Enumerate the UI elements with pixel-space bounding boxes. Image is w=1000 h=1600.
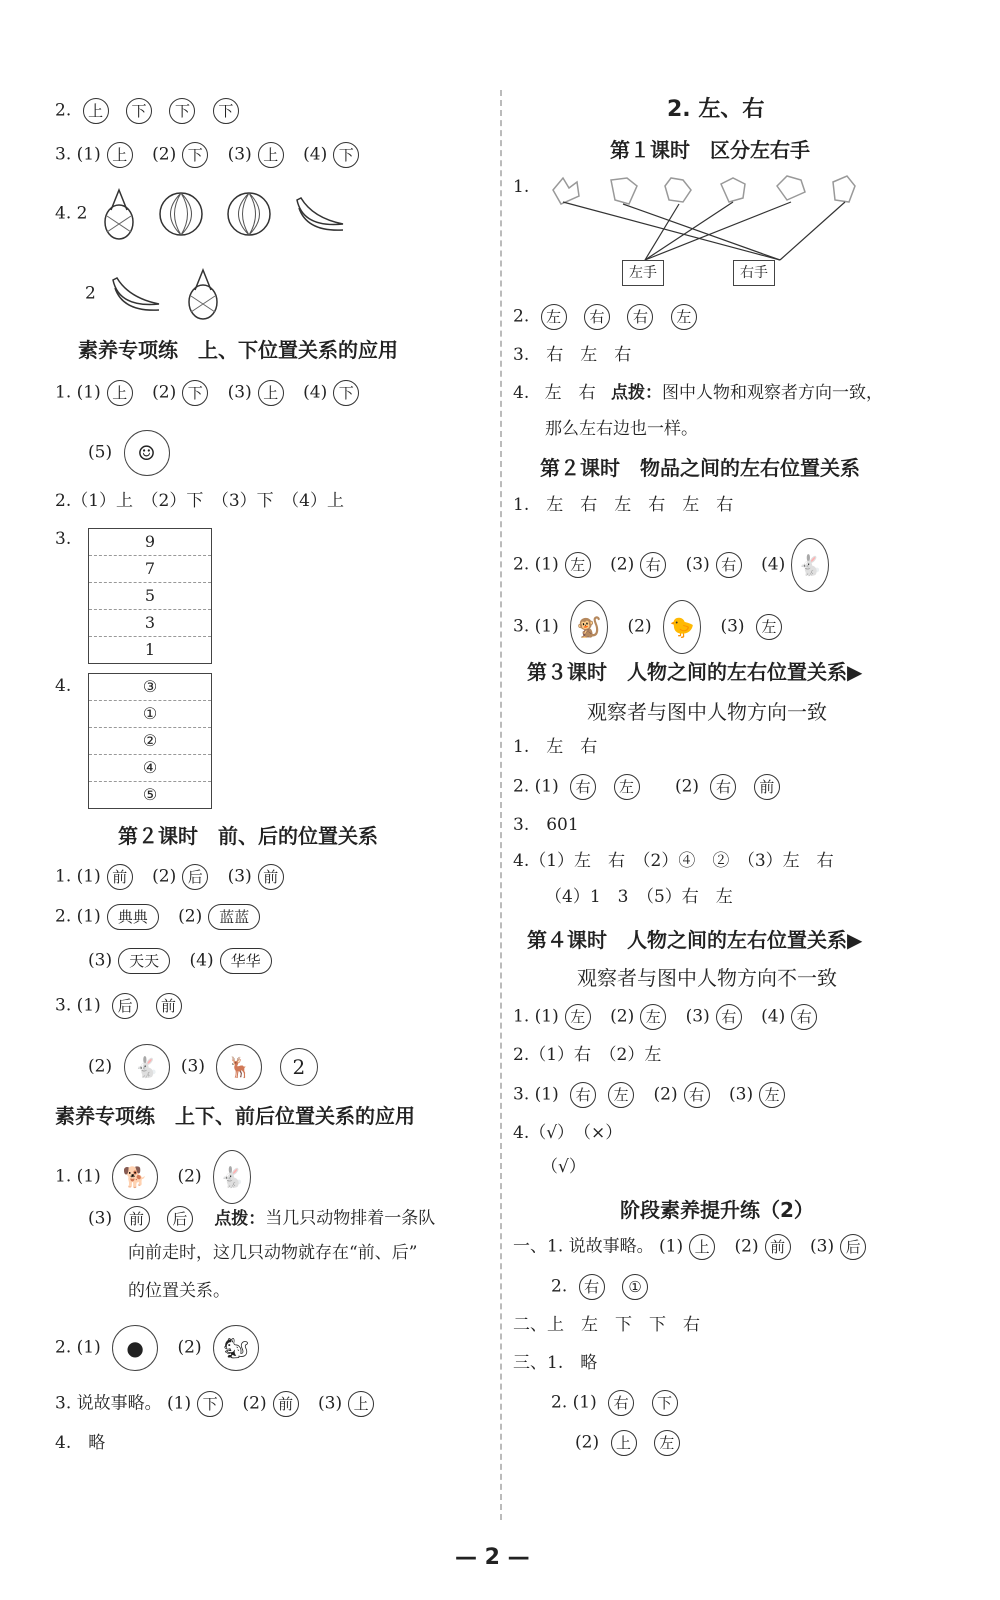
sub-label: (3) (88, 950, 113, 971)
box-cell: 5 (89, 583, 211, 610)
circled-answer: 右 (570, 1082, 596, 1108)
sub-label: (3) (180, 1056, 205, 1077)
answer-line: 1. 左 右 (513, 737, 598, 757)
oval-answer: 典典 (107, 904, 159, 930)
answer-text: 说故事略。 (568, 1236, 654, 1257)
box-cell: 1 (144, 640, 156, 659)
sub-label: (1) (534, 776, 559, 797)
number-box (88, 673, 212, 809)
circled-answer: 右 (627, 304, 653, 330)
answer-line: 三、1. 略 (513, 1353, 598, 1373)
banana-icon (293, 194, 347, 234)
fruit-line (55, 188, 355, 240)
circled-answer: 下 (213, 98, 239, 124)
answer-line (513, 1082, 791, 1108)
sub-label: (3) (227, 144, 252, 165)
answer-line (88, 948, 278, 974)
circled-answer: 下 (197, 1391, 223, 1417)
circled-answer: 上 (611, 1430, 637, 1456)
circled-answer: 下 (126, 98, 152, 124)
circled-answer: 前 (124, 1206, 150, 1232)
unit-title: 2. 左、右 (667, 97, 765, 122)
circled-answer: 下 (182, 380, 208, 406)
item-number: 3. (55, 529, 72, 549)
duck-icon: 🐤 (663, 600, 701, 654)
circled-answer: 上 (107, 142, 133, 168)
answer-line (551, 1274, 654, 1300)
answer-line: 4.（√） （×） (513, 1123, 623, 1143)
sub-label: (2) (242, 1393, 267, 1414)
sub-label: (3) (227, 382, 252, 403)
sub-label: (2) (177, 1337, 202, 1358)
hand-icon (611, 178, 637, 204)
watermelon-icon (226, 191, 272, 237)
answer-line: （√） (541, 1157, 586, 1177)
sub-label: (3) (720, 616, 745, 637)
sub-label: (3) (318, 1393, 343, 1414)
hint-label: 点拨： (611, 383, 663, 403)
sub-label: (2) (152, 144, 177, 165)
circled-answer: 上 (348, 1391, 374, 1417)
answer-line: （4）1 3 （5）右 左 (545, 887, 733, 907)
section-heading: 第２课时 物品之间的左右位置关系 (540, 456, 860, 480)
sub-label: (1) (572, 1392, 597, 1413)
answer-line: 1. 左 右 左 右 左 右 (513, 495, 734, 515)
answer-line (55, 864, 290, 890)
circled-answer: 左 (654, 1430, 680, 1456)
pineapple-icon (101, 188, 137, 240)
sub-label: (3) (685, 1006, 710, 1027)
hand-icon (553, 178, 579, 204)
circled-answer: 后 (182, 864, 208, 890)
column-divider (500, 90, 502, 1520)
answer-line (55, 1150, 257, 1204)
item-number: 2. (513, 554, 530, 575)
sub-label: (4) (189, 950, 214, 971)
monkey-icon: 🐒 (570, 600, 608, 654)
answer-line (55, 142, 365, 168)
answer-line (513, 1004, 823, 1030)
hint-text: 的位置关系。 (128, 1281, 230, 1301)
circled-answer: 右 (584, 304, 610, 330)
item-number: 1. (55, 1166, 72, 1187)
sub-label: (3) (685, 554, 710, 575)
watermelon-icon (158, 191, 204, 237)
circled-answer: 上 (689, 1234, 715, 1260)
right-hand-box (733, 260, 775, 286)
sub-label: (4) (761, 554, 786, 575)
hand-icon (721, 178, 745, 202)
sub-label: (1) (534, 616, 559, 637)
hint-text: 那么左右边也一样。 (545, 419, 698, 439)
section-heading: 第１课时 区分左右手 (610, 138, 810, 162)
item-number: 3. (55, 1393, 72, 1414)
oval-answer: 蓝蓝 (208, 904, 260, 930)
rabbit-icon: 🐇 (213, 1150, 251, 1204)
circled-answer: 左 (608, 1082, 634, 1108)
circled-answer: 右 (684, 1082, 710, 1108)
sub-label: (2) (152, 382, 177, 403)
box-label: 右手 (733, 260, 775, 286)
item-number: 3. (513, 1084, 530, 1105)
hint-text: 当几只动物排着一条队 (265, 1208, 436, 1229)
circled-answer: 上 (107, 380, 133, 406)
circled-answer: 后 (840, 1234, 866, 1260)
circled-answer: 后 (112, 993, 138, 1019)
box-cell: ④ (89, 755, 211, 782)
rabbit-icon: 🐇 (791, 538, 829, 592)
circled-answer: 前 (754, 774, 780, 800)
sub-label: (2) (734, 1236, 759, 1257)
sub-label: (2) (177, 1166, 202, 1187)
hand-icon (777, 176, 805, 200)
sub-label: (2) (653, 1084, 678, 1105)
answer-line (88, 1206, 435, 1232)
item-number: 2. (513, 776, 530, 797)
oval-answer: 天天 (118, 948, 170, 974)
circled-answer: 下 (333, 380, 359, 406)
circled-answer: 左 (541, 304, 567, 330)
box-cell: ⑤ (142, 785, 158, 804)
circled-answer: 右 (716, 1004, 742, 1030)
circled-answer: 左 (640, 1004, 666, 1030)
circled-answer: 左 (565, 1004, 591, 1030)
answer-line: 3. 601 (513, 815, 579, 835)
circled-answer: 上 (258, 142, 284, 168)
deer-icon: 🦌 (216, 1044, 262, 1090)
sub-label: (1) (76, 866, 101, 887)
item-number: 2. (55, 906, 72, 927)
sub-label: (4) (761, 1006, 786, 1027)
sub-label: (5) (88, 442, 113, 463)
item-number: 2. (551, 1276, 568, 1297)
answer-line (513, 600, 788, 654)
answer-line (55, 1391, 380, 1417)
answer-line: 2.（1）上 （2）下 （3）下 （4）上 (55, 491, 344, 511)
box-cell: ① (89, 701, 211, 728)
answer-line (55, 993, 188, 1019)
box-cell: 9 (89, 529, 211, 556)
pineapple-icon (185, 268, 221, 320)
answer-line (55, 1325, 265, 1371)
sub-label: (2) (575, 1432, 600, 1453)
item-number: 3. (513, 616, 530, 637)
circled-answer: 左 (565, 552, 591, 578)
sub-label: (1) (76, 1337, 101, 1358)
answer-line (55, 98, 245, 124)
item-number: 1. (513, 177, 530, 197)
count-value: 2 (76, 203, 88, 224)
sub-label: (1) (534, 1006, 559, 1027)
answer-line (513, 538, 835, 592)
item-number: 4. (55, 203, 72, 224)
hint-text: 向前走时，这几只动物就存在“前、后” (128, 1243, 418, 1263)
item-number: 2. (551, 1392, 568, 1413)
circled-answer: 下 (333, 142, 359, 168)
sub-label: (2) (178, 906, 203, 927)
item-number: 4. (55, 676, 72, 696)
circled-answer: 前 (107, 864, 133, 890)
answer-line (88, 430, 176, 476)
hint-text: 图中人物和观察者方向一致， (662, 383, 884, 403)
oval-answer: 华华 (220, 948, 272, 974)
item-number: 2. (55, 1337, 72, 1358)
item-number: 1. (55, 382, 72, 403)
item-number: 3. (55, 995, 72, 1016)
hint-label: 点拨： (214, 1208, 266, 1229)
hand-icon (833, 176, 855, 202)
answer-line (513, 1234, 872, 1260)
answer-line (551, 1390, 684, 1416)
sub-label: (4) (303, 144, 328, 165)
sub-label: (1) (76, 144, 101, 165)
circled-answer: 2 (280, 1048, 318, 1086)
sub-label: (2) (88, 1056, 113, 1077)
item-number: 4. (513, 383, 530, 403)
banana-icon (109, 274, 163, 314)
answer-line (55, 380, 365, 406)
answer-line (513, 774, 786, 800)
answer-line: 4. 略 (55, 1433, 106, 1453)
section-subheading: 观察者与图中人物方向不一致 (577, 966, 837, 990)
box-cell: 7 (89, 556, 211, 583)
circled-answer: 右 (791, 1004, 817, 1030)
answer-line (88, 1044, 324, 1090)
fruit-line (85, 268, 229, 320)
circled-answer: 上 (83, 98, 109, 124)
section-heading: 第２课时 前、后的位置关系 (118, 824, 378, 848)
item-number: 2. (55, 100, 72, 121)
circled-answer: 左 (614, 774, 640, 800)
answer-line (55, 904, 266, 930)
sub-label: (1) (76, 906, 101, 927)
circled-answer: 下 (169, 98, 195, 124)
hand-icon (665, 178, 691, 202)
box-cell: ② (89, 728, 211, 755)
answer-line (513, 382, 883, 404)
box-cell: ③ (89, 674, 211, 701)
section-heading: 第３课时 人物之间的左右位置关系▶ (527, 660, 863, 684)
sub-label: (1) (534, 554, 559, 575)
circled-answer: 右 (710, 774, 736, 800)
sub-label: (3) (810, 1236, 835, 1257)
sub-label: (3) (88, 1208, 113, 1229)
circled-answer: 下 (652, 1390, 678, 1416)
squirrel-icon: 🐿 (213, 1325, 259, 1371)
circled-answer: 前 (765, 1234, 791, 1260)
circled-answer: 右 (716, 552, 742, 578)
item-number: 1. (55, 866, 72, 887)
sub-label: (2) (610, 554, 635, 575)
sub-label: (1) (534, 1084, 559, 1105)
circled-answer: 前 (156, 993, 182, 1019)
circled-answer: 左 (756, 614, 782, 640)
page-number: — 2 — (455, 1545, 530, 1570)
box-label: 左手 (622, 260, 664, 286)
child-face-icon: ☺ (124, 430, 170, 476)
ball-icon: ● (112, 1325, 158, 1371)
item-number: 2. (513, 306, 530, 327)
circled-answer: 后 (167, 1206, 193, 1232)
circled-answer: 右 (570, 774, 596, 800)
section-heading: 阶段素养提升练（2） (620, 1198, 814, 1222)
sub-label: (2) (627, 616, 652, 637)
sub-label: (4) (303, 382, 328, 403)
hands-matching-diagram (545, 172, 865, 292)
sub-label: (1) (76, 1166, 101, 1187)
section-heading: 素养专项练 上下、前后位置关系的应用 (55, 1104, 415, 1128)
sub-label: (1) (76, 995, 101, 1016)
left-hand-box (622, 260, 664, 286)
sub-label: (1) (167, 1393, 192, 1414)
circled-answer: 下 (182, 142, 208, 168)
section-heading: 第４课时 人物之间的左右位置关系▶ (527, 928, 863, 952)
answer-line (575, 1430, 686, 1456)
sub-label: (2) (674, 776, 700, 797)
circled-answer: 左 (671, 304, 697, 330)
sub-label: (2) (610, 1006, 635, 1027)
circled-answer: 前 (273, 1391, 299, 1417)
sub-label: (3) (729, 1084, 754, 1105)
sub-label: (3) (227, 866, 252, 887)
section-subheading: 观察者与图中人物方向一致 (587, 700, 827, 724)
number-box (88, 528, 212, 664)
answer-line (513, 304, 703, 330)
item-number: 一、1. (513, 1236, 564, 1257)
item-number: 3. (55, 144, 72, 165)
count-value: 2 (85, 283, 96, 304)
circled-answer: 右 (608, 1390, 634, 1416)
section-heading: 素养专项练 上、下位置关系的应用 (78, 338, 398, 362)
sub-label: (1) (659, 1236, 684, 1257)
sub-label: (1) (76, 382, 101, 403)
dog-icon: 🐕 (112, 1154, 158, 1200)
box-cell: 3 (89, 610, 211, 637)
circled-answer: 左 (759, 1082, 785, 1108)
answer-line: 2.（1）右 （2）左 (513, 1045, 662, 1065)
answer-line: 3. 右 左 右 (513, 345, 632, 365)
circled-answer: 上 (258, 380, 284, 406)
rabbit-icon: 🐇 (124, 1044, 170, 1090)
circled-answer: 右 (640, 552, 666, 578)
circled-answer: 前 (258, 864, 284, 890)
circled-answer: 右 (579, 1274, 605, 1300)
circled-answer: ① (622, 1274, 648, 1300)
answer-line: 4.（1）左 右 （2）④ ② （3）左 右 (513, 851, 834, 871)
sub-label: (2) (152, 866, 177, 887)
item-number: 1. (513, 1006, 530, 1027)
answer-text: 左 右 (544, 383, 596, 403)
answer-text: 说故事略。 (76, 1393, 162, 1414)
answer-line: 二、上 左 下 下 右 (513, 1315, 700, 1335)
